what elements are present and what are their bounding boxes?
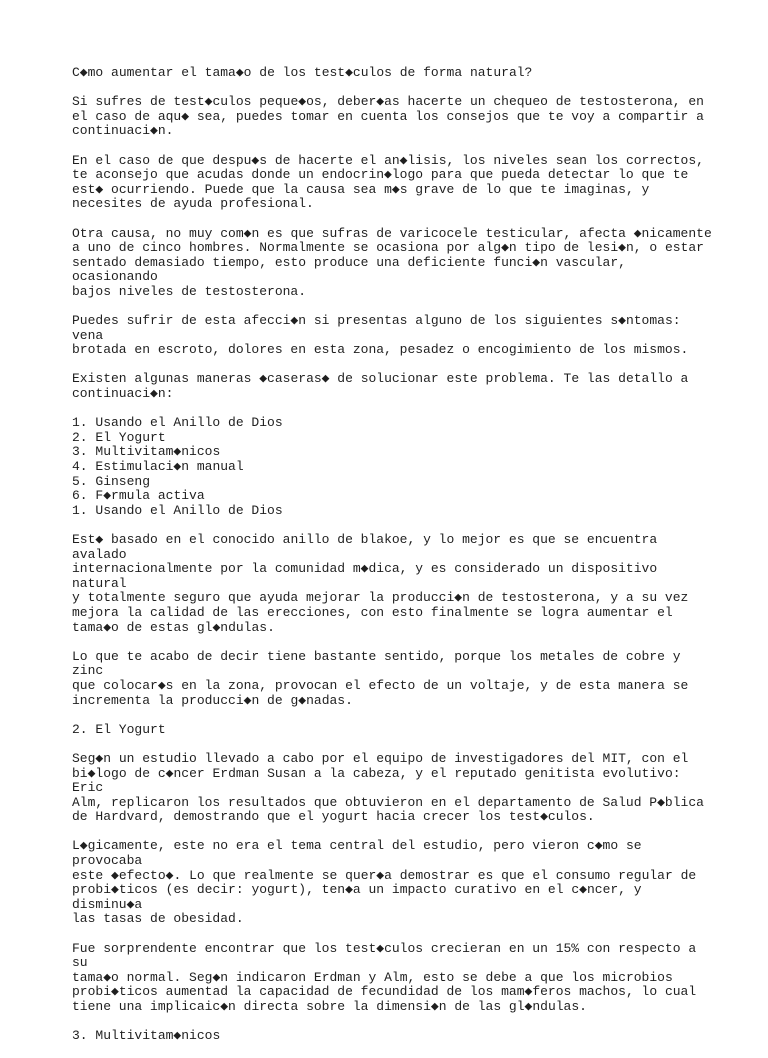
paragraph: Si sufres de test◆culos peque◆os, deber◆as hacerte un chequeo de testosterona, en el caso de aqu◆ sea, puedes tomar en cuenta los consejos que te voy a compartir a continuaci◆n.: [72, 94, 704, 139]
list-item: 1. Usando el Anillo de Dios: [72, 502, 283, 518]
remedies-list: [72, 416, 712, 518]
paragraph: En el caso de que despu◆s de hacerte el an◆lisis, los niveles sean los correctos, te aconsejo que acudas donde un endocrin◆logo para que pueda detectar lo que te est◆ ocurriendo. Puede que la causa sea m◆s grave de lo que te imaginas, y necesites de ayuda profesional.: [72, 152, 704, 212]
list-item: 2. El Yogurt: [72, 429, 166, 445]
list-item: 5. Ginseng: [72, 473, 151, 489]
list-item: 3. Multivitam◆nicos: [72, 444, 221, 460]
paragraph: L◆gicamente, este no era el tema central del estudio, pero vieron c◆mo se provocaba este ◆efecto◆. Lo que realmente se quer◆a demostrar es que el consumo regular de probi◆ticos (es decir: yogurt), ten◆a un impacto curativo en el c◆ncer, y disminu◆a las tasas de obesidad.: [72, 838, 697, 927]
paragraph: Seg◆n un estudio llevado a cabo por el equipo de investigadores del MIT, con el bi◆logo de c◆ncer Erdman Susan a la cabeza, y el reputado genitista evolutivo: Eric Alm, replicaron los resultados que obtuvieron en el departamento de Salud P◆blica de Hardvard, demostrando que el yogurt hacia crecer los test◆culos.: [72, 750, 704, 825]
list-item: 6. F◆rmula activa: [72, 488, 205, 504]
paragraph: Lo que te acabo de decir tiene bastante sentido, porque los metales de cobre y zinc que colocar◆s en la zona, provocan el efecto de un voltaje, y de esta manera se incrementa la producci◆n de g◆nadas.: [72, 648, 689, 708]
list-item: 1. Usando el Anillo de Dios: [72, 415, 283, 431]
section-heading: 2. El Yogurt: [72, 721, 166, 737]
paragraph: Est◆ basado en el conocido anillo de blakoe, y lo mejor es que se encuentra avalado internacionalmente por la comunidad m◆dica, y es considerado un dispositivo natural y totalmente seguro que ayuda mejorar la producci◆n de testosterona, y a su vez mejora la calidad de las erecciones, con esto finalmente se logra aumentar el tama◆o de estas gl◆ndulas.: [72, 532, 689, 635]
document-title: C◆mo aumentar el tama◆o de los test◆culos de forma natural?: [72, 65, 533, 80]
paragraph: Existen algunas maneras ◆caseras◆ de solucionar este problema. Te las detallo a continuaci◆n:: [72, 371, 689, 402]
paragraph: Fue sorprendente encontrar que los test◆culos crecieran en un 15% con respecto a su tama◆o normal. Seg◆n indicaron Erdman y Alm, esto se debe a que los microbios probi◆ticos aumentad la capacidad de fecundidad de los mam◆feros machos, lo cual tiene una implicaic◆n directa sobre la dimensi◆n de las gl◆ndulas.: [72, 940, 697, 1014]
list-item: 4. Estimulaci◆n manual: [72, 459, 244, 475]
paragraph: Otra causa, no muy com◆n es que sufras de varicocele testicular, afecta ◆nicamente a uno de cinco hombres. Normalmente se ocasiona por alg◆n tipo de lesi◆n, o estar sentado demasiado tiempo, esto produce una deficiente funci◆n vascular, ocasionando bajos niveles de testosterona.: [72, 225, 712, 299]
section-heading: 3. Multivitam◆nicos: [72, 1028, 221, 1044]
document-page: [72, 66, 712, 1058]
paragraph: Puedes sufrir de esta afecci◆n si presentas alguno de los siguientes s◆ntomas: vena brotada en escroto, dolores en esta zona, pesadez o encogimiento de los mismos.: [72, 313, 689, 358]
